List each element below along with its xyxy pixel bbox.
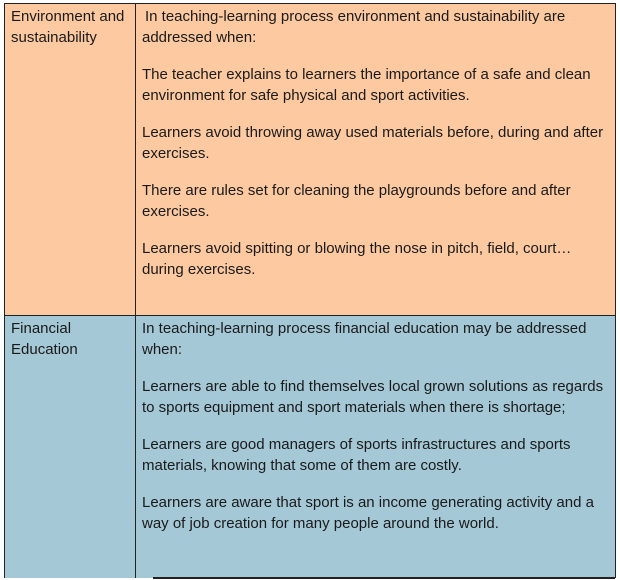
table-row-financial-education bbox=[5, 316, 616, 579]
point-text: Learners avoid throwing away used materials before, during and after exercises. bbox=[142, 124, 604, 162]
theme-label: Environment and sustainability bbox=[11, 8, 125, 46]
point-text: There are rules set for cleaning the playgrounds before and after exercises. bbox=[142, 182, 571, 220]
cross-cutting-issues-table bbox=[4, 3, 616, 578]
content-cell bbox=[136, 4, 616, 316]
point-text: The teacher explains to learners the importance of a safe and clean environment for safe physical and sport activities. bbox=[142, 66, 591, 104]
content-cell bbox=[136, 316, 616, 579]
theme-label: Financial Education bbox=[11, 320, 78, 358]
point-text: Learners are aware that sport is an income generating activity and a way of job creation for many people around the world. bbox=[142, 494, 594, 532]
table-bottom-border bbox=[153, 577, 615, 579]
point-text: Learners are able to find themselves local grown solutions as regards to sports equipment and sport materials when there is shortage; bbox=[142, 378, 604, 416]
point-text: Learners avoid spitting or blowing the nose in pitch, field, court… during exercises. bbox=[142, 240, 572, 278]
theme-cell bbox=[5, 316, 136, 579]
intro-text: In teaching-learning process environment and sustainability are addressed when: bbox=[142, 8, 566, 46]
theme-cell bbox=[5, 4, 136, 316]
intro-text: In teaching-learning process financial education may be addressed when: bbox=[142, 320, 587, 358]
table-row-environment bbox=[5, 4, 616, 316]
point-text: Learners are good managers of sports infrastructures and sports materials, knowing that some of them are costly. bbox=[142, 436, 571, 474]
